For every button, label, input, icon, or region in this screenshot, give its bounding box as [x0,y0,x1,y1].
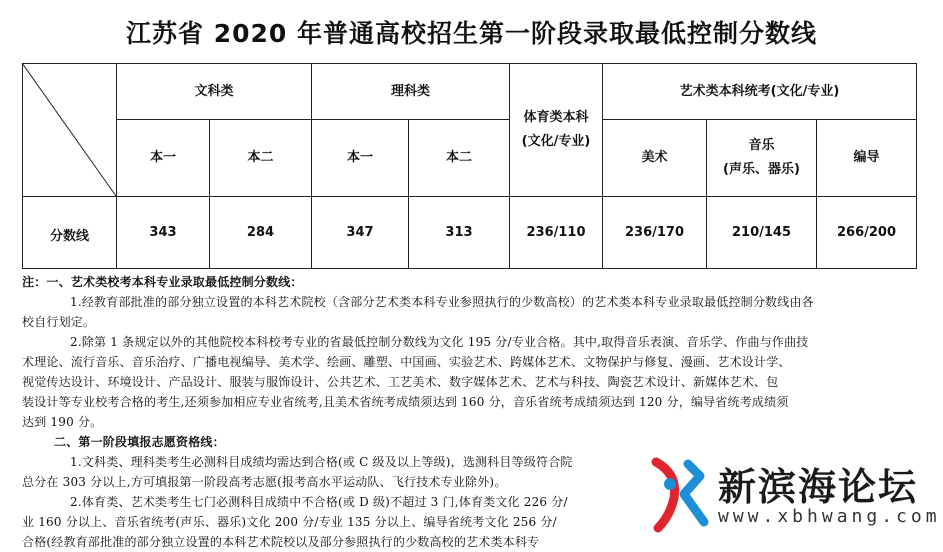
sub-yinyue-label: 音乐 [748,138,775,153]
header-yishu: 艺术类本科统考(文化/专业) [679,83,840,99]
xbh-logo-icon [648,454,710,536]
diagonal-line [22,63,117,197]
sub-yinyue [707,120,816,196]
header-tiyu [510,64,602,196]
watermark-name: 新滨海论坛 [718,465,919,509]
note-4-line-3: 合格(经教育部批准的部分独立设置的本科艺术院校以及部分参照执行的少数高校的艺术类本科专 [22,535,540,549]
sub-wenke-ben1: 本一 [149,150,176,165]
sub-meishu: 美术 [641,150,668,165]
row-label-text: 分数线 [49,229,89,244]
watermark [644,448,943,548]
header-like: 理科类 [390,83,430,99]
score-table [22,63,917,269]
sub-like-ben1: 本一 [346,150,373,165]
note-3-line-1: 1.文科类、理科类考生必测科目成绩均需达到合格(或 C 级及以上等级)，选测科目等级符合院 [70,455,573,469]
note-2-line-4: 装设计等专业校考合格的考生,还须参加相应专业省统考,且美术省统考成绩须达到 160 分，音乐省统考成绩须达到 120 分，编导省统考成绩须 [22,395,789,409]
notes-heading-2: 二、第一阶段填报志愿资格线： [54,435,225,449]
notes-heading-1: 注：一、艺术类校考本科专业录取最低控制分数线： [22,275,303,289]
sub-wenke-ben2: 本二 [247,150,274,165]
sub-like-ben2: 本二 [445,150,472,165]
watermark-url: www.xbhwang.com [718,506,941,527]
value-meishu: 236/170 [624,224,685,240]
note-2-line-3: 视觉传达设计、环境设计、产品设计、服装与服饰设计、公共艺术、工艺美术、数字媒体艺术、艺术与科技、陶瓷艺术设计、新媒体艺术、包 [22,375,779,389]
note-4-line-2: 业 160 分以上、音乐省统考(声乐、器乐)文化 200 分/专业 135 分以上、编导省统考文化 256 分/ [22,515,557,529]
value-yinyue: 210/145 [731,224,792,240]
row-label [23,197,116,263]
note-1-line-2: 校自行划定。 [22,315,96,329]
note-2-line-1: 2.除第 1 条规定以外的其他院校本科校考专业的省最低控制分数线为文化 195 分/专业合格。其中,取得音乐表演、音乐学、作曲与作曲技 [70,335,809,349]
note-2-line-5: 达到 190 分。 [22,415,103,429]
sub-yinyue-sub: (声乐、器乐) [723,162,800,177]
sub-biandao: 编导 [853,150,880,165]
header-tiyu-sub: (文化/专业) [521,134,591,149]
value-wenke-ben2: 284 [246,224,275,240]
header-wenke: 文科类 [194,83,234,99]
header-tiyu-label: 体育类本科 [523,110,589,125]
note-3-line-2: 总分在 303 分以上,方可填报第一阶段高考志愿(报考高水平运动队、飞行技术专业除外)。 [22,475,507,489]
value-like-ben2: 313 [445,224,473,240]
value-biandao: 266/200 [836,224,897,240]
page-title: 江苏省 2020 年普通高校招生第一阶段录取最低控制分数线 [126,19,817,48]
note-2-line-2: 术理论、流行音乐、音乐治疗、广播电视编导、美术学、绘画、雕塑、中国画、实验艺术、跨媒体艺术、文物保护与修复、漫画、艺术设计学、 [22,355,791,369]
note-1-line-1: 1.经教育部批准的部分独立设置的本科艺术院校（含部分艺术类本科专业参照执行的少数高校）的艺术类本科专业录取最低控制分数线由各 [70,295,814,309]
note-4-line-1: 2.体育类、艺术类考生七门必测科目成绩中不合格(或 D 级)不超过 3 门,体育类文化 226 分/ [70,495,568,509]
value-tiyu: 236/110 [526,224,586,240]
value-like-ben1: 347 [346,224,374,240]
value-wenke-ben1: 343 [149,224,177,240]
